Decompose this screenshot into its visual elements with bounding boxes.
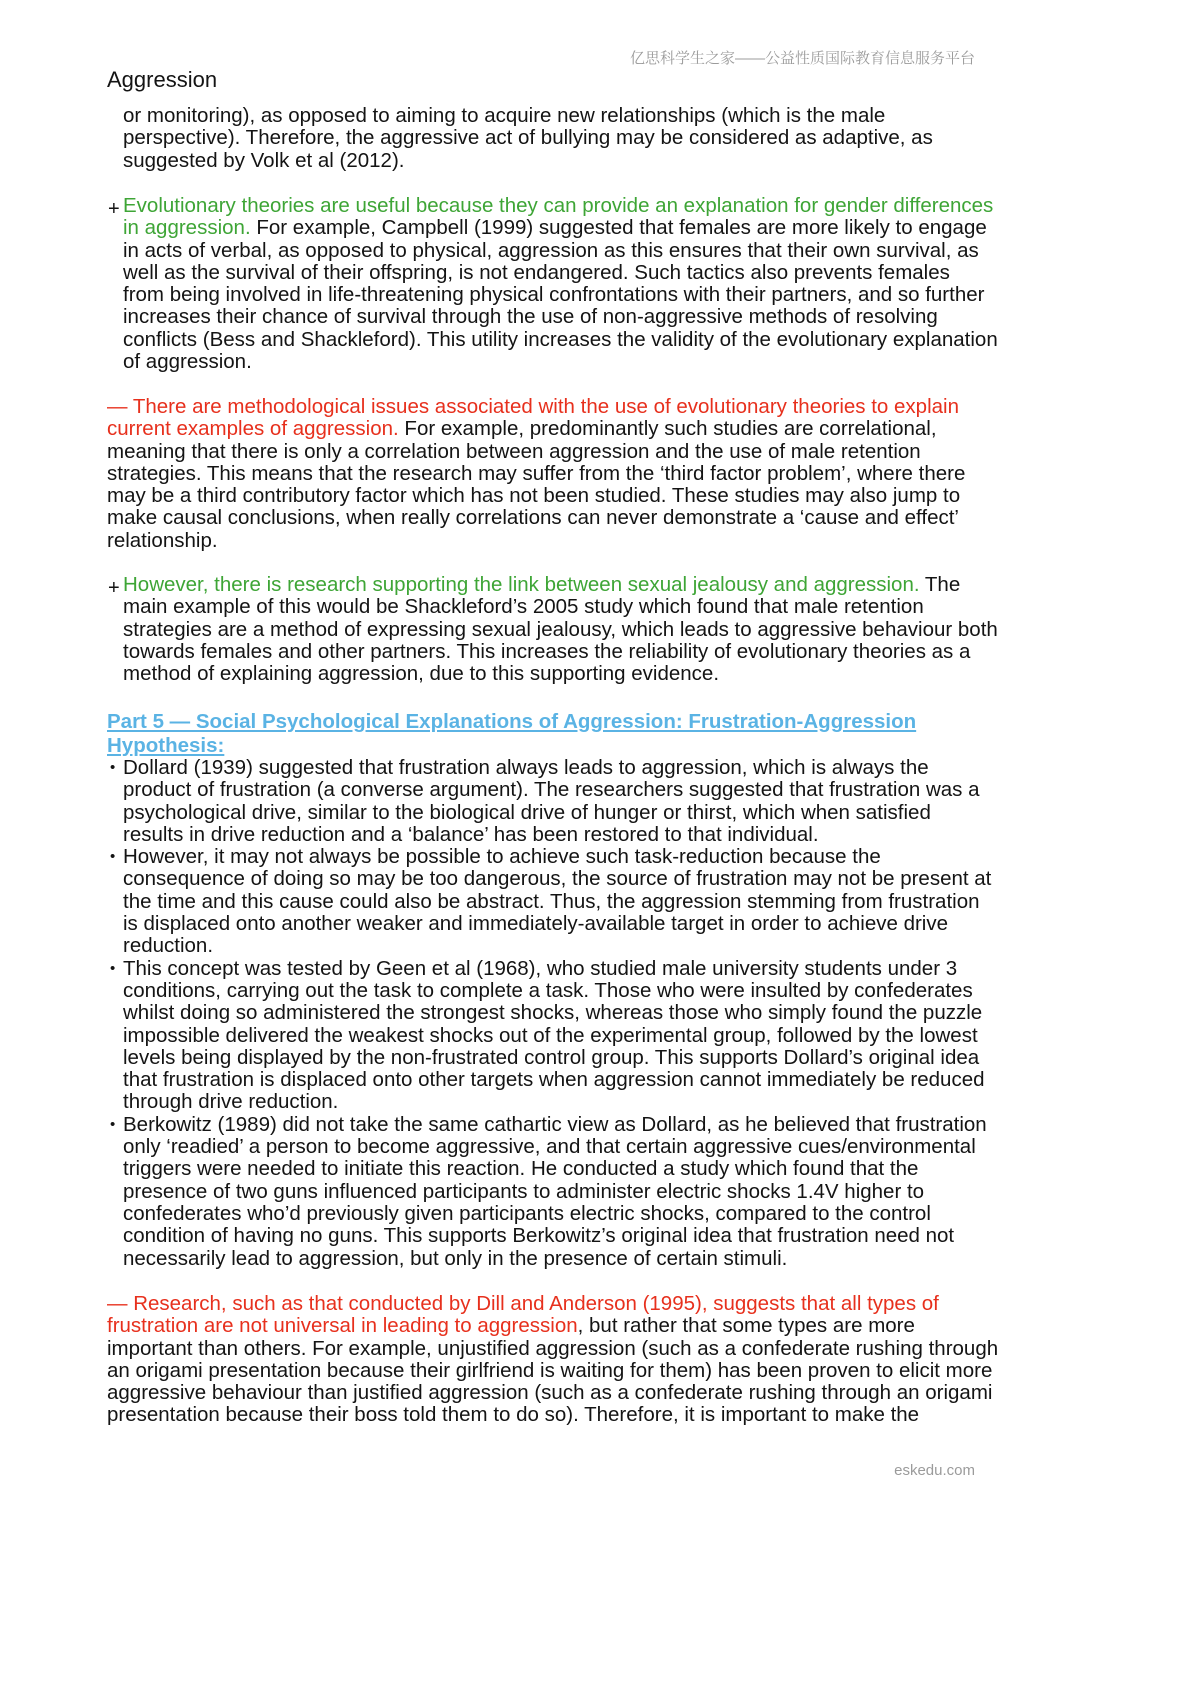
text-line: product of frustration (a converse argument). The researchers suggested that frustration was a <box>123 778 980 802</box>
text-line: in acts of verbal, as opposed to physical, aggression as this ensures that their own survival, as <box>123 238 979 262</box>
text-line: Dollard (1939) suggested that frustration always leads to aggression, which is always the <box>123 756 929 779</box>
site-banner: 亿思科学生之家——公益性质国际教育信息服务平台 <box>629 50 975 67</box>
text-line <box>107 1293 998 1315</box>
bullet-icon: • <box>110 1115 116 1133</box>
text-line: confederates who’d previously given participants electric shocks, compared to the control <box>123 1201 931 1225</box>
body-text: For example, Campbell (1999) suggested that females are more likely to engage <box>256 216 987 240</box>
section-heading-line: Part 5 — Social Psychological Explanations of Aggression: Frustration-Aggression <box>107 710 917 733</box>
text-line: of aggression. <box>123 350 252 374</box>
text-line: This concept was tested by Geen et al (1968), who studied male university students under 3 <box>123 956 958 980</box>
text-line <box>107 1315 998 1337</box>
bullet-icon: • <box>110 848 116 866</box>
text-line: method of explaining aggression, due to this supporting evidence. <box>123 662 720 686</box>
criticism-claim-text: current examples of aggression. <box>107 417 399 441</box>
bullet-icon: • <box>110 759 116 776</box>
section-heading <box>107 710 916 758</box>
text-line: Berkowitz (1989) did not take the same cathartic view as Dollard, as he believed that frustration <box>123 1112 987 1136</box>
text-line: reduction. <box>123 934 214 958</box>
list-item <box>110 845 992 958</box>
text-line: the time and this cause could also be abstract. Thus, the aggression stemming from frustration <box>123 889 980 913</box>
criticism-claim-text: — Research, such as that conducted by Dill and Anderson (1995), suggests that all types of <box>107 1292 939 1315</box>
text-line: an origami presentation because their girlfriend is waiting for them) has been proven to elicit more <box>107 1358 993 1382</box>
body-text: , but rather that some types are more <box>577 1314 915 1338</box>
continuation-paragraph <box>123 105 933 172</box>
text-line: condition of having no guns. This supports Berkowitz’s original idea that frustration need not <box>123 1224 955 1248</box>
text-line: strategies. This means that the research may suffer from the ‘third factor problem’, where there <box>107 461 966 485</box>
text-line: impossible delivered the weakest shocks out of the experimental group, followed by the lowest <box>123 1023 978 1047</box>
strength-point-sexual-jealousy <box>108 573 998 686</box>
text-line <box>107 418 965 440</box>
text-line: psychological drive, similar to the biological drive of hunger or thirst, which when satisfied <box>123 800 931 824</box>
text-line: conflicts (Bess and Shackleford). This utility increases the validity of the evolutionary explanation <box>123 327 998 351</box>
footer-site: eskedu.com <box>894 1462 975 1479</box>
text-line: increases their chance of survival through the use of non-aggressive methods of resolving <box>123 305 938 329</box>
text-line: presentation because their boss told them to do so). Therefore, it is important to make the <box>107 1403 920 1427</box>
text-line <box>123 574 998 596</box>
text-line: results in drive reduction and a ‘balance’ has been restored to that individual. <box>123 822 819 846</box>
text-line <box>123 195 998 217</box>
text-line: aggressive behaviour than justified aggression (such as a confederate rushing through an origami <box>107 1381 993 1405</box>
text-line <box>123 217 998 239</box>
list-item <box>110 956 991 1114</box>
strength-point-gender-differences <box>108 194 998 374</box>
text-line: towards females and other partners. This increases the reliability of evolutionary theories as a <box>123 639 971 663</box>
criticism-claim-text: — There are methodological issues associated with the use of evolutionary theories to explain <box>107 395 959 418</box>
weakness-point-frustration-types <box>107 1293 998 1427</box>
text-line <box>107 396 965 418</box>
text-line: well as the survival of their offspring, is not endangered. Such tactics also prevents females <box>123 260 950 284</box>
text-line: perspective). Therefore, the aggressive act of bullying may be considered as adaptive, as <box>123 126 933 150</box>
text-line: consequence of doing so may be too dangerous, the source of frustration may not be present at <box>123 867 992 891</box>
text-line: may be a third contributory factor which has not been studied. These studies may also jump to <box>107 484 961 508</box>
text-line: only ‘readied’ a person to become aggressive, and that certain aggressive cues/environmental <box>123 1135 976 1159</box>
page-title: Aggression <box>107 67 218 92</box>
body-text: The <box>924 573 961 596</box>
bullet-icon: • <box>110 959 116 977</box>
text-line: relationship. <box>107 528 218 552</box>
text-line: is displaced onto another weaker and immediately-available target in order to achieve drive <box>123 912 949 936</box>
text-line: whilst doing so administered the strongest shocks, whereas those who simply found the puzzle <box>123 1001 983 1025</box>
text-line: triggers were needed to initiate this reaction. He conducted a study which found that the <box>123 1157 919 1181</box>
text-line: However, it may not always be possible to achieve such task-reduction because the <box>123 845 881 869</box>
plus-marker: + <box>108 198 120 220</box>
text-line: necessarily lead to aggression, but only in the presence of certain stimuli. <box>123 1246 788 1270</box>
section-heading-line: Hypothesis: <box>107 734 225 757</box>
supporting-claim-text: in aggression. <box>123 216 251 240</box>
bullet-list <box>110 756 992 1270</box>
text-line: that frustration is displaced onto other targets when aggression cannot immediately be reduced <box>123 1068 985 1092</box>
list-item <box>110 1112 991 1270</box>
text-line: or monitoring), as opposed to aiming to acquire new relationships (which is the male <box>123 104 886 127</box>
text-line: conditions, carrying out the task to complete a task. Those who were insulted by confederates <box>123 978 973 1002</box>
text-line: meaning that there is only a correlation between aggression and the use of male retention <box>107 439 921 463</box>
weakness-point-methodology <box>107 396 965 552</box>
supporting-claim-text: Evolutionary theories are useful because they can provide an explanation for gender differences <box>123 194 994 217</box>
text-line: presence of two guns influenced participants to administer electric shocks 1.4V higher to <box>123 1179 925 1203</box>
text-line: important than others. For example, unjustified aggression (such as a confederate rushing through <box>107 1336 999 1360</box>
text-line: suggested by Volk et al (2012). <box>123 148 405 172</box>
text-line: levels being displayed by the non-frustrated control group. This supports Dollard’s original idea <box>123 1045 980 1069</box>
text-line: make causal conclusions, when really correlations can never demonstrate a ‘cause and effect’ <box>107 506 959 530</box>
body-text: For example, predominantly such studies are correlational, <box>404 417 937 441</box>
text-line: through drive reduction. <box>123 1090 339 1114</box>
criticism-claim-text: frustration are not universal in leading to aggression <box>107 1314 578 1338</box>
plus-marker: + <box>108 577 120 599</box>
list-item <box>110 756 991 846</box>
text-line: from being involved in life-threatening physical confrontations with their partners, and so further <box>123 283 985 307</box>
text-line: strategies are a method of expressing sexual jealousy, which leads to aggressive behaviour both <box>123 617 998 641</box>
text-line: main example of this would be Shackleford’s 2005 study which found that male retention <box>123 595 924 619</box>
supporting-claim-text: However, there is research supporting the link between sexual jealousy and aggression. <box>123 573 920 596</box>
